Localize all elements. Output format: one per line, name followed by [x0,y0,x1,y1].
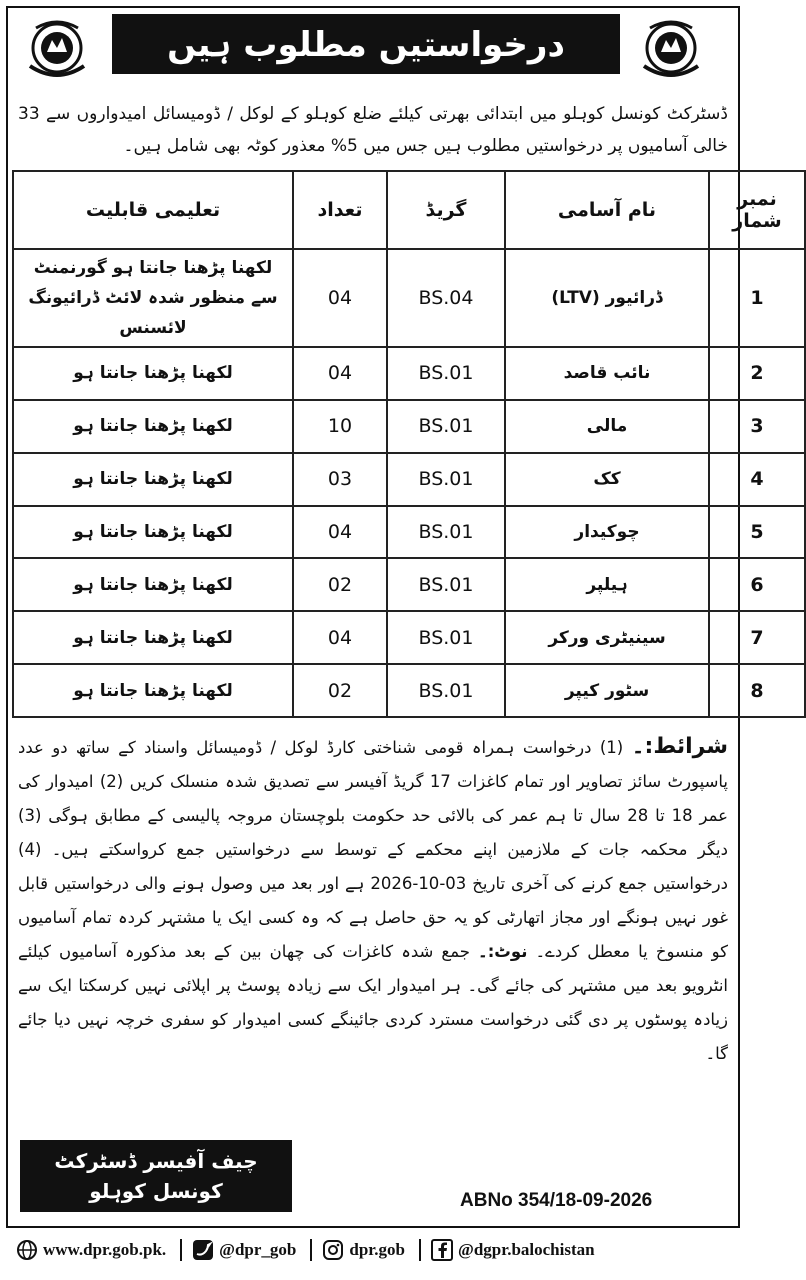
qualification-cell: لکھنا پڑھنا جانتا ہو گورنمنٹ سے منظور شدہ لائٹ ڈرائیونگ لائسنس [13,249,293,347]
serial-cell: 8 [709,664,805,717]
post-cell: چوکیدار [505,506,709,559]
grade-cell: BS.01 [387,611,505,664]
header-count: تعداد [293,171,387,249]
table-row [13,347,805,400]
table-row [13,558,805,611]
qualification-cell: لکھنا پڑھنا جانتا ہو [13,400,293,453]
header-grade: گریڈ [387,171,505,249]
serial-cell: 1 [709,249,805,347]
footer-facebook[interactable] [431,1239,595,1261]
facebook-link[interactable]: @dgpr.balochistan [458,1240,595,1259]
note-label: نوٹ:۔ [478,942,528,961]
grade-cell: BS.01 [387,453,505,506]
grade-cell: BS.01 [387,400,505,453]
qualification-cell: لکھنا پڑھنا جانتا ہو [13,453,293,506]
terms-body: (1) درخواست ہمراہ قومی شناختی کارڈ لوکل / ڈومیسائل واسناد کے ساتھ دو عدد پاسپورٹ سائز تصاویر اور تمام کاغزات 17 گریڈ آفیسر سے تصدیق شدہ منسلک کریں (2) امیدوار کی عمر 18 تا 28 سال تا ہم عمر کی بالائی حد حکومت بلوچستان مروجہ پالیسی کے مطابق ہوگی (3) دیگر محکمہ جات کے ملازمین اپنے محکمے کے توسط سے درخواستیں جمع کرواسکتے ہیں۔ (4) درخواستیں جمع کرنے کی آخری تاریخ 03-10-2026 ہے اور بعد میں وصول ہونے والی درخواستیں قابل غور نہیں ہونگے اور مجاز اتھارٹی کو یہ حق حاصل ہے کہ وہ کسی ایک یا مشتہر کردہ تمام آسامیوں کو منسوخ یا معطل کردے۔ [18,738,729,961]
grade-cell: BS.01 [387,558,505,611]
footer-twitter[interactable] [192,1239,296,1261]
terms-heading: شرائط:۔ [631,734,728,759]
count-cell: 04 [293,249,387,347]
qualification-cell: لکھنا پڑھنا جانتا ہو [13,611,293,664]
header-post: نام آسامی [505,171,709,249]
post-cell: سینیٹری ورکر [505,611,709,664]
serial-cell: 4 [709,453,805,506]
count-cell: 04 [293,506,387,559]
signature-block [20,1140,292,1212]
footer-instagram[interactable] [322,1239,405,1261]
table-header-row [13,171,805,249]
balochistan-emblem-icon [22,14,92,84]
qualification-cell: لکھنا پڑھنا جانتا ہو [13,558,293,611]
table-row [13,506,805,559]
instagram-icon [322,1239,344,1261]
intro-paragraph: ڈسٹرکٹ کونسل کوہلو میں ابتدائی بھرتی کیلئے ضلع کوہلو کے لوکل / ڈومیسائل امیدواروں سے 33 خالی آسامیوں پر درخواستیں مطلوب ہیں جس میں 5% معذور کوٹہ بھی شامل ہیں۔ [18,104,728,156]
count-cell: 10 [293,400,387,453]
grade-cell: BS.04 [387,249,505,347]
globe-icon [16,1239,38,1261]
table-row [13,453,805,506]
table-row [13,611,805,664]
post-cell: سٹور کیپر [505,664,709,717]
balochistan-emblem-icon [636,14,706,84]
table-row [13,664,805,717]
instagram-link[interactable]: dpr.gob [349,1240,405,1259]
post-cell: کک [505,453,709,506]
grade-cell: BS.01 [387,347,505,400]
website-link[interactable]: www.dpr.gob.pk. [43,1240,167,1259]
serial-cell: 7 [709,611,805,664]
footer-bar [6,1230,740,1270]
terms-paragraph [18,730,728,1071]
twitter-link[interactable]: @dpr_gob [219,1240,297,1259]
count-cell: 04 [293,611,387,664]
signature-line-1: چیف آفیسر ڈسٹرکٹ [54,1149,258,1173]
footer-website[interactable] [16,1239,166,1261]
post-cell: ڈرائیور (LTV) [505,249,709,347]
qualification-cell: لکھنا پڑھنا جانتا ہو [13,347,293,400]
grade-cell: BS.01 [387,664,505,717]
twitter-icon [192,1239,214,1261]
note-text: جمع شدہ کاغزات کی چھان بین کے بعد مذکورہ آسامیوں کیلئے انٹرویو بعد میں مشتہر کی جائے گی۔ ہر امیدوار ایک سے زیادہ پوسٹ پر اپلائی نہیں کرسکتا ایک سے زیادہ پوسٹوں پر دی گئی درخواست مسترد کردی جائینگے کسی امیدوار کو سفری خرچہ نہیں دیا جائے گا۔ [18,942,728,1063]
serial-cell: 3 [709,400,805,453]
ad-number: ABNo 354/18-09-2026 [460,1190,653,1211]
serial-cell: 6 [709,558,805,611]
table-row [13,400,805,453]
count-cell: 04 [293,347,387,400]
post-cell: نائب قاصد [505,347,709,400]
serial-cell: 2 [709,347,805,400]
signature-line-2: کونسل کوہلو [89,1179,223,1203]
grade-cell: BS.01 [387,506,505,559]
count-cell: 03 [293,453,387,506]
header-qualification: تعلیمی قابلیت [13,171,293,249]
post-cell: مالی [505,400,709,453]
footer-divider [419,1239,421,1261]
header-serial: نمبر شمار [709,171,805,249]
facebook-icon [431,1239,453,1261]
qualification-cell: لکھنا پڑھنا جانتا ہو [13,506,293,559]
footer-divider [310,1239,312,1261]
footer-divider [180,1239,182,1261]
vacancies-table [12,170,806,718]
serial-cell: 5 [709,506,805,559]
page-title: درخواستیں مطلوب ہیں [112,14,620,74]
table-row [13,249,805,347]
count-cell: 02 [293,664,387,717]
count-cell: 02 [293,558,387,611]
post-cell: ہیلپر [505,558,709,611]
qualification-cell: لکھنا پڑھنا جانتا ہو [13,664,293,717]
